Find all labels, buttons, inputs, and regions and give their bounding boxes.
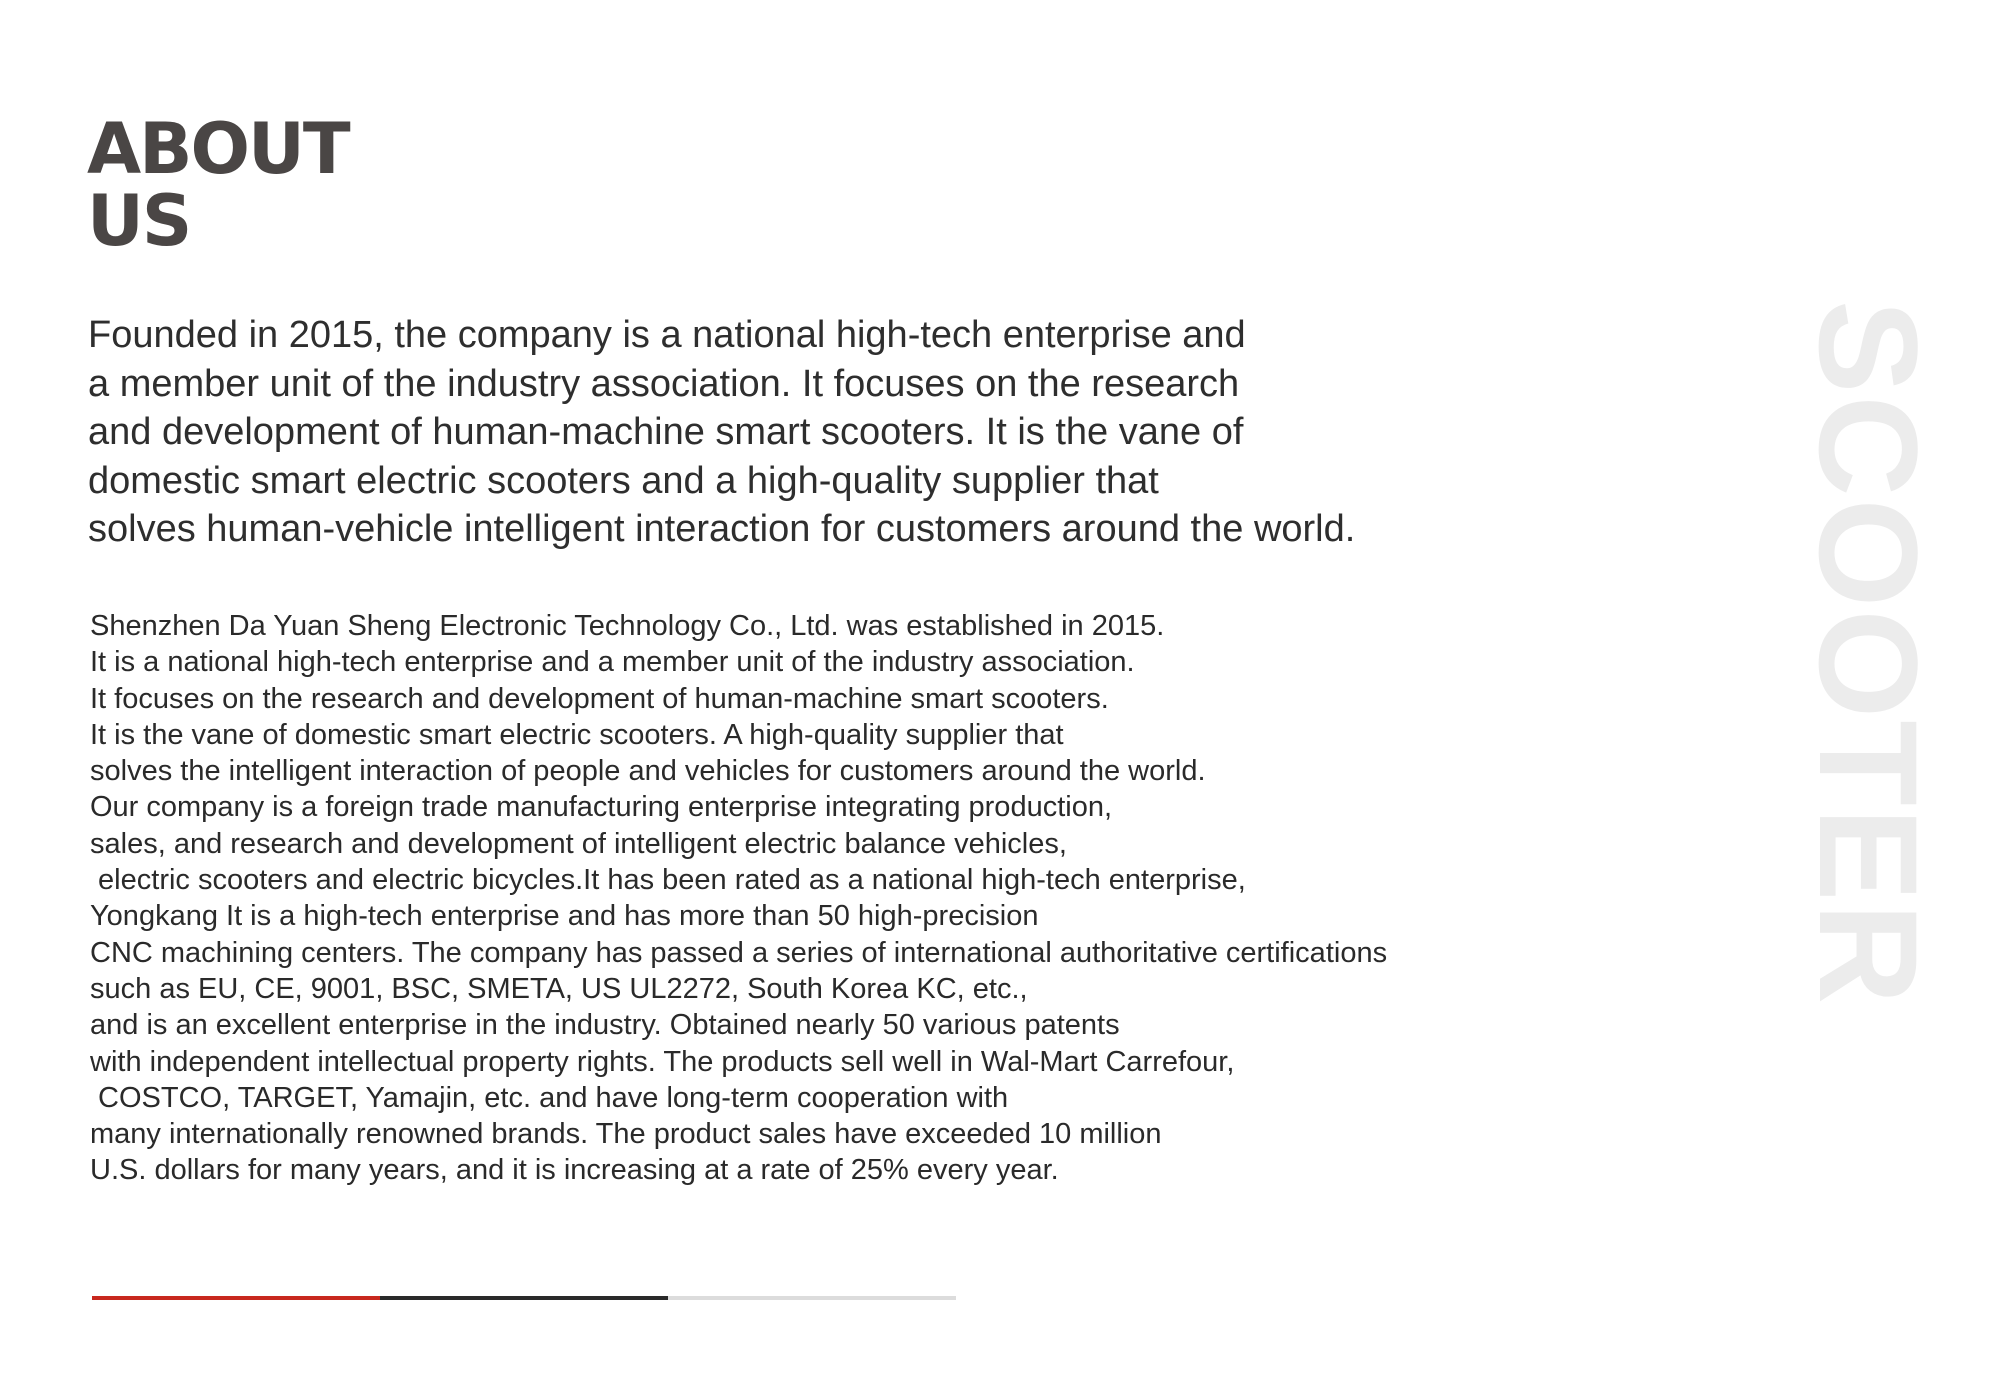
intro-line: solves human-vehicle intelligent interaction for customers around the world.	[88, 508, 1356, 550]
accent-line-red	[92, 1296, 380, 1300]
watermark-text: SCOOTER	[1790, 300, 1947, 1007]
description-line: such as EU, CE, 9001, BSC, SMETA, US UL2272, South Korea KC, etc.,	[90, 972, 1028, 1005]
description-line: It is a national high-tech enterprise and a member unit of the industry association.	[90, 646, 1135, 679]
description-line: and is an excellent enterprise in the industry. Obtained nearly 50 various patents	[90, 1009, 1120, 1042]
company-description	[90, 608, 1387, 1189]
description-line: electric scooters and electric bicycles.It has been rated as a national high-tech enterprise,	[90, 864, 1246, 897]
description-line: U.S. dollars for many years, and it is increasing at a rate of 25% every year.	[90, 1154, 1059, 1187]
description-line: Our company is a foreign trade manufacturing enterprise integrating production,	[90, 791, 1113, 824]
description-line: It is the vane of domestic smart electric scooters. A high-quality supplier that	[90, 718, 1064, 751]
intro-paragraph	[88, 311, 1355, 554]
page-title	[87, 108, 349, 262]
accent-line-black	[380, 1296, 668, 1300]
intro-line: Founded in 2015, the company is a national high-tech enterprise and	[88, 314, 1246, 356]
intro-line: domestic smart electric scooters and a high-quality supplier that	[88, 459, 1159, 502]
description-line: many internationally renowned brands. The product sales have exceeded 10 million	[90, 1118, 1162, 1151]
description-line: solves the intelligent interaction of people and vehicles for customers around the world.	[90, 755, 1206, 788]
description-line: Yongkang It is a high-tech enterprise and has more than 50 high-precision	[90, 900, 1039, 933]
description-line: COSTCO, TARGET, Yamajin, etc. and have long-term cooperation with	[90, 1081, 1009, 1114]
description-line: with independent intellectual property rights. The products sell well in Wal-Mart Carrefour,	[90, 1045, 1235, 1078]
page-title-line-2: US	[87, 180, 191, 262]
intro-line: and development of human-machine smart scooters. It is the vane of	[88, 411, 1244, 453]
description-line: It focuses on the research and development of human-machine smart scooters.	[90, 682, 1109, 715]
description-line: sales, and research and development of intelligent electric balance vehicles,	[90, 827, 1067, 860]
scooter-watermark	[1790, 300, 1947, 1007]
intro-line: a member unit of the industry association. It focuses on the research	[88, 362, 1240, 405]
description-line: CNC machining centers. The company has passed a series of international authoritative certifications	[90, 936, 1388, 969]
description-line: Shenzhen Da Yuan Sheng Electronic Technology Co., Ltd. was established in 2015.	[90, 610, 1165, 642]
accent-line-gray	[668, 1296, 956, 1300]
page-title-line-1: ABOUT	[87, 108, 349, 190]
